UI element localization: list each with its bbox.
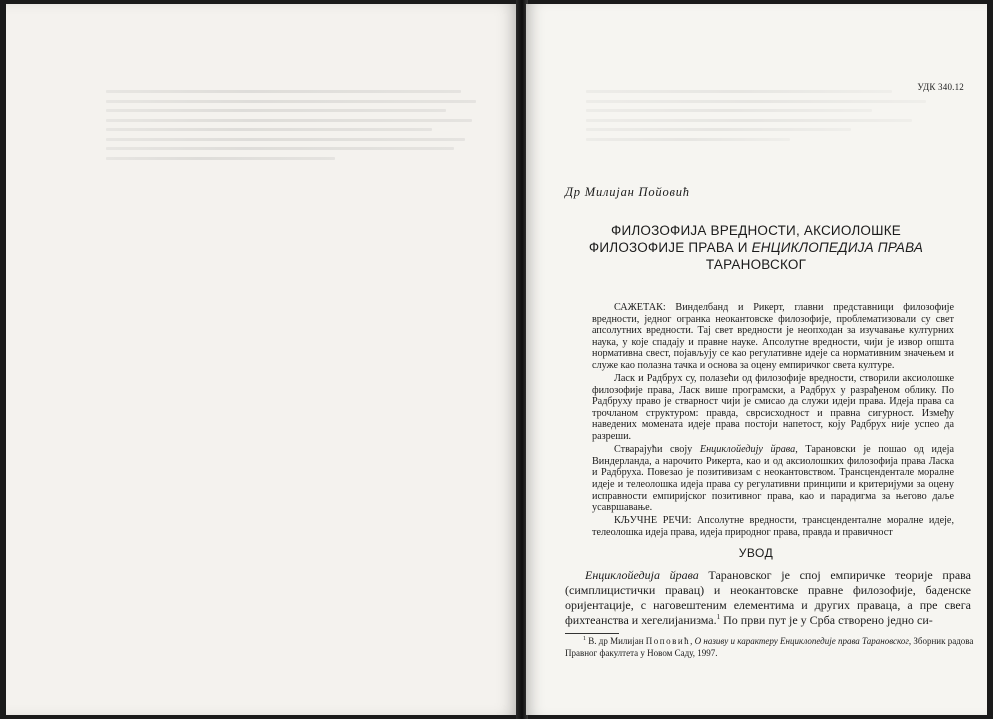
udk-code: УДК 340.12 [917, 82, 964, 92]
abstract-p3-italic: Енциклойедију йрава [699, 444, 796, 456]
left-page [6, 4, 520, 715]
abstract-paragraph-1: САЖЕТАК: Винделбанд и Рикерт, главни представници филозофије вредности, једног огранка неокантовске филозофије, проблематизовали су свет апсолутних вредности. Тај свет вредности је неопходан за изучавање културних наука, у које спадају и правне науке. Апсолутне вредности, чији је извор општа нормативна свест, појављују се као регулативне идеје са нормативним значењем и служе као полазна тачка и основа за оцену емпиричког света културе. [592, 302, 954, 371]
bleed-through-text [586, 90, 926, 147]
body-paragraph [565, 568, 971, 628]
title-line-2-italic: ЕНЦИКЛОПЕДИЈА ПРАВА [751, 240, 924, 255]
footnote-divider [565, 633, 619, 634]
abstract-p3-before: Стварајући своју [614, 444, 700, 456]
body-text [565, 568, 971, 628]
right-page [526, 4, 987, 715]
article-title [546, 222, 966, 273]
footnote-sep: , [690, 636, 695, 646]
footnote-author: Поповић [645, 636, 691, 646]
abstract-paragraph-3 [592, 444, 954, 514]
abstract-paragraph-2: Ласк и Радбрух су, полазећи од филозофије вредности, створили аксиолошке филозофије права, Ласк више програмски, а Радбрух у разрађеном облику. По Радбруху право је стварност чији је смисао да служи идеји права. Идеја права са трочланом структуром: правда, сврсисходност и правна сигурност. Између наведених момената идеје права постоји напетост, коју Радбрух није успео да разреши. [592, 373, 954, 443]
bleed-through-text [106, 90, 476, 166]
footnote-suffix: , Зборник радова Правног факултета у Новом Саду, 1997. [565, 636, 974, 658]
footnote-prefix: В. др Милијан [586, 636, 646, 646]
body-text-main: Тарановског је спој емпиричке теорије права (симплицистички правац) и неокантовске правне филозофије, баденске оријентације, с наговештеним елементима и других праваца, а пре свега фихтеанства и хегелијанизма. [565, 568, 971, 627]
footnote-mark: 1 [583, 636, 586, 642]
section-heading: УВОД [738, 546, 774, 560]
abstract [592, 302, 954, 540]
keywords: КЉУЧНЕ РЕЧИ: Апсолутне вредности, трансценденталне моралне идеје, телеолошка идеја права, идеја природног права, правда и правичност [592, 515, 954, 538]
title-line-2 [546, 239, 966, 256]
title-line-1: ФИЛОЗОФИЈА ВРЕДНОСТИ, АКСИОЛОШКЕ [611, 223, 901, 238]
body-italic-start: Енциклойедија йрава [585, 568, 699, 582]
footnote-1 [565, 636, 975, 659]
author-name: Др Милијан Пойовић [565, 185, 690, 199]
title-line-2-plain: ФИЛОЗОФИЈЕ ПРАВА И [588, 240, 752, 255]
title-line-3: ТАРАНОВСКОГ [705, 257, 807, 272]
footnote-reference[interactable]: 1 [716, 613, 721, 621]
abstract-p3-after: , Тарановски је пошао од идеја Виндерланда, а нарочито Рикерта, као и од аксиолошких филозофија права Ласка и Радбруха. Повезао је позитивизам с неокантовством. Трансцендентале моралне идеје и телеолошка идеја права су регулативни принципи и критеријуми за оцену исправности емпиријског позитивног права, као и парадигма за његово даље усавршавање. [592, 444, 954, 514]
footnote [565, 636, 975, 659]
body-text-after: По први пут је у Срба створено једно си- [720, 613, 933, 627]
footnote-title: О називу и карактеру Енциклопедије права Тарановског [694, 636, 909, 646]
